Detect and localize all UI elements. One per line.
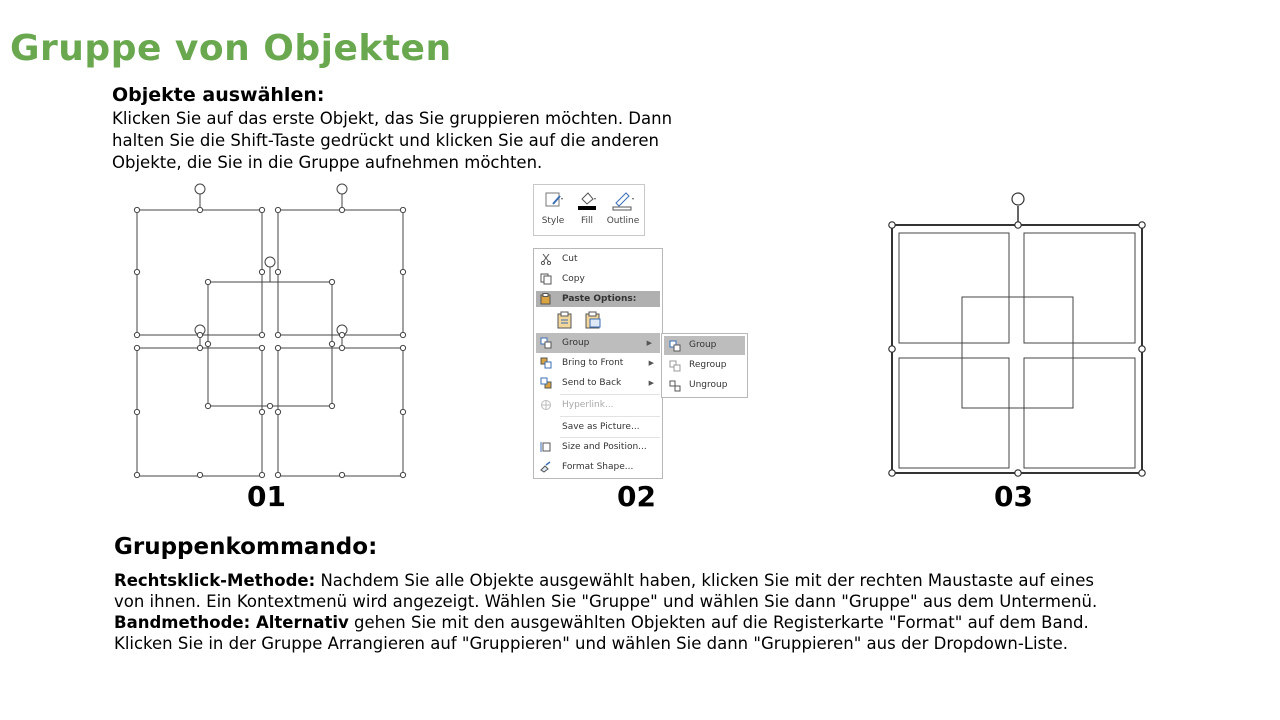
fill-label: Fill [580,216,594,226]
group-icon [540,337,552,349]
submenu-item-regroup[interactable]: Regroup [664,356,745,375]
menu-item-send-to-back[interactable]: Send to Back ▶ [534,373,662,393]
bring-to-front-icon [540,357,552,369]
ungroup-icon [669,380,681,392]
shape-style-icon [544,190,564,210]
menu-item-cut[interactable]: Cut [534,249,662,269]
figure-label-01: 01 [247,480,286,513]
ribbon-text: gehen Sie mit den ausgewählten Objekten auf die Registerkarte "Format" auf dem Band. Klicken Sie in der Gruppe Arrangieren auf "Gruppieren" und wählen Sie dann "Gruppieren" aus der Dropdown-Liste. [114,613,1089,653]
submenu-arrow-icon: ▶ [646,339,652,347]
size-position-icon [540,441,552,453]
figure-label-02: 02 [617,480,656,513]
send-to-back-icon [540,377,552,389]
select-heading: Objekte auswählen: [112,84,325,106]
menu-item-save-as-picture[interactable]: Save as Picture... [562,422,640,432]
group-command-section [114,534,1114,654]
select-objects-block [112,84,752,174]
page-title: Gruppe von Objekten [10,28,452,69]
ribbon-method [114,612,1104,654]
submenu-item-ungroup[interactable]: Ungroup [664,376,745,395]
menu-item-hyperlink[interactable]: Hyperlink... [534,395,662,415]
submenu-arrow-icon: ▶ [648,359,654,367]
right-click-label: Rechtsklick-Methode: [114,571,316,590]
select-instructions: Klicken Sie auf das erste Objekt, das Sie gruppieren möchten. Dann halten Sie die Shift-Taste gedrückt und klicken Sie auf die anderen Objekte, die Sie in die Gruppe aufnehmen möchten. [112,109,673,172]
paste-picture-icon[interactable] [584,311,602,329]
submenu-item-group[interactable]: Group [664,336,745,355]
clipboard-icon [540,293,552,305]
figure-03-grouped-shapes[interactable] [885,188,1150,480]
menu-item-copy[interactable]: Copy [534,269,662,289]
ribbon-label: Bandmethode: Alternativ [114,613,349,632]
style-button[interactable] [536,185,570,235]
outline-button[interactable] [604,185,642,235]
pen-outline-icon [612,190,636,212]
menu-item-format-shape[interactable]: Format Shape... [534,457,662,477]
group-command-heading: Gruppenkommando: [114,534,378,560]
scissors-icon [540,253,552,265]
figure-label-03: 03 [994,480,1033,513]
mini-toolbar [533,184,645,236]
right-click-method [114,570,1104,612]
regroup-icon [669,360,681,372]
outline-label: Outline [606,216,640,226]
copy-icon [540,273,552,285]
figure-01-selected-shapes[interactable] [125,180,425,480]
right-click-text: Nachdem Sie alle Objekte ausgewählt haben, klicken Sie mit der rechten Maustaste auf eines von ihnen. Ein Kontextmenü wird angezeigt. Wählen Sie "Gruppe" und wählen Sie dann "Gruppe" aus dem Untermenü. [114,571,1098,611]
style-label: Style [541,216,565,226]
menu-item-bring-to-front[interactable]: Bring to Front ▶ [534,353,662,373]
format-shape-icon [540,461,552,473]
group-icon [669,340,681,352]
group-submenu [661,333,748,398]
menu-item-group[interactable]: Group ▶ [536,333,660,353]
paint-bucket-icon [578,190,598,212]
fill-button[interactable] [570,185,604,235]
paste-options-header: Paste Options: [536,291,660,307]
submenu-arrow-icon: ▶ [648,379,654,387]
menu-item-size-and-position[interactable]: Size and Position... [534,437,662,457]
paste-keep-formatting-icon[interactable] [556,311,574,329]
hyperlink-icon [540,399,552,411]
context-menu [533,248,663,479]
